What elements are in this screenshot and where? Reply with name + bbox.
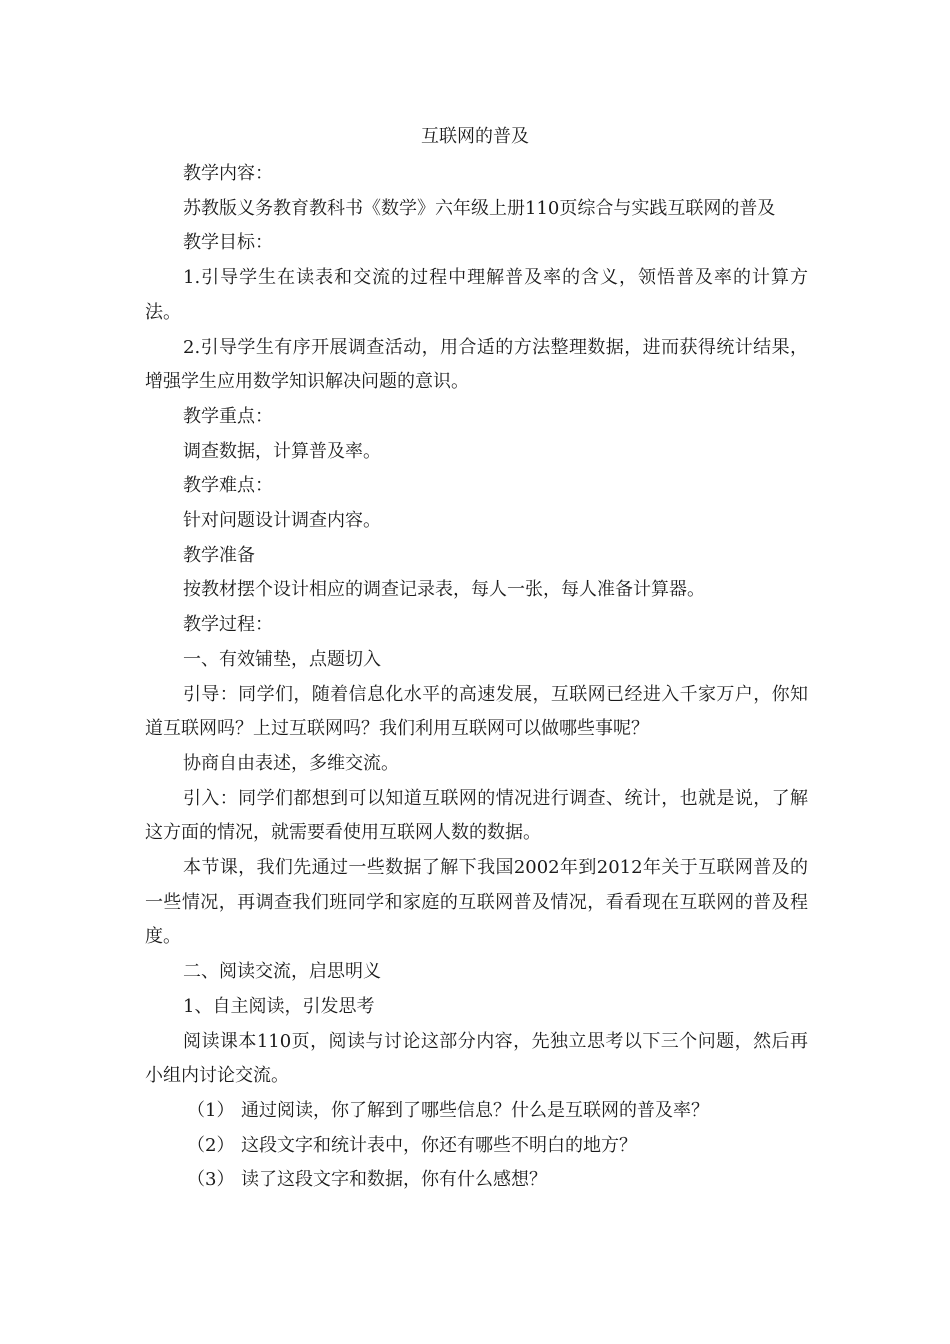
question-item bbox=[145, 1129, 808, 1164]
question-number: （1） bbox=[187, 1099, 235, 1121]
question-text: 这段文字和统计表中，你还有哪些不明白的地方？ bbox=[241, 1134, 637, 1156]
reading-task-paragraph: 阅读课本110页，阅读与讨论这部分内容，先独立思考以下三个问题，然后再小组内讨论交流。 bbox=[145, 1030, 808, 1087]
heading-preparation: 教学准备 bbox=[183, 544, 255, 566]
key-points-text: 调查数据，计算普及率。 bbox=[183, 440, 381, 462]
heading-content: 教学内容： bbox=[183, 163, 273, 184]
difficulties-text: 针对问题设计调查内容。 bbox=[183, 510, 381, 532]
question-item bbox=[145, 1163, 808, 1198]
section-2-heading: 二、阅读交流，启思明义 bbox=[183, 961, 381, 983]
subsection-1-heading: 1、自主阅读，引发思考 bbox=[183, 995, 375, 1017]
content-text: 苏教版义务教育教科书《数学》六年级上册110页综合与实践互联网的普及 bbox=[183, 197, 776, 219]
question-item bbox=[145, 1094, 808, 1129]
heading-process: 教学过程： bbox=[183, 614, 273, 636]
heading-difficulties: 教学难点： bbox=[183, 475, 273, 497]
document-title: 互联网的普及 bbox=[421, 126, 529, 147]
question-number: （2） bbox=[187, 1134, 235, 1156]
heading-goals: 教学目标： bbox=[183, 232, 273, 254]
document-body bbox=[145, 157, 808, 1198]
goal-1: 1.引导学生在读表和交流的过程中理解普及率的含义，领悟普及率的计算方法。 bbox=[145, 267, 808, 323]
question-number: （3） bbox=[187, 1169, 235, 1191]
discussion-paragraph: 协商自由表述，多维交流。 bbox=[183, 752, 399, 774]
goal-2: 2.引导学生有序开展调查活动，用合适的方法整理数据，进而获得统计结果，增强学生应用数学知识解决问题的意识。 bbox=[145, 336, 808, 393]
lesson-overview-paragraph: 本节课，我们先通过一些数据了解下我国2002年到2012年关于互联网普及的一些情况，再调查我们班同学和家庭的互联网普及情况，看看现在互联网的普及程度。 bbox=[145, 857, 808, 948]
section-1-heading: 一、有效铺垫，点题切入 bbox=[183, 648, 381, 670]
heading-key-points: 教学重点： bbox=[183, 405, 273, 427]
preparation-text: 按教材摆个设计相应的调查记录表，每人一张，每人准备计算器。 bbox=[183, 579, 705, 601]
guide-paragraph: 引导：同学们，随着信息化水平的高速发展，互联网已经进入千家万户，你知道互联网吗？上过互联网吗？我们利用互联网可以做哪些事呢？ bbox=[145, 683, 808, 740]
question-text: 读了这段文字和数据，你有什么感想？ bbox=[241, 1169, 547, 1191]
question-text: 通过阅读，你了解到了哪些信息？什么是互联网的普及率？ bbox=[241, 1099, 709, 1121]
intro-paragraph: 引入：同学们都想到可以知道互联网的情况进行调查、统计，也就是说，了解这方面的情况，就需要看使用互联网人数的数据。 bbox=[145, 787, 808, 844]
